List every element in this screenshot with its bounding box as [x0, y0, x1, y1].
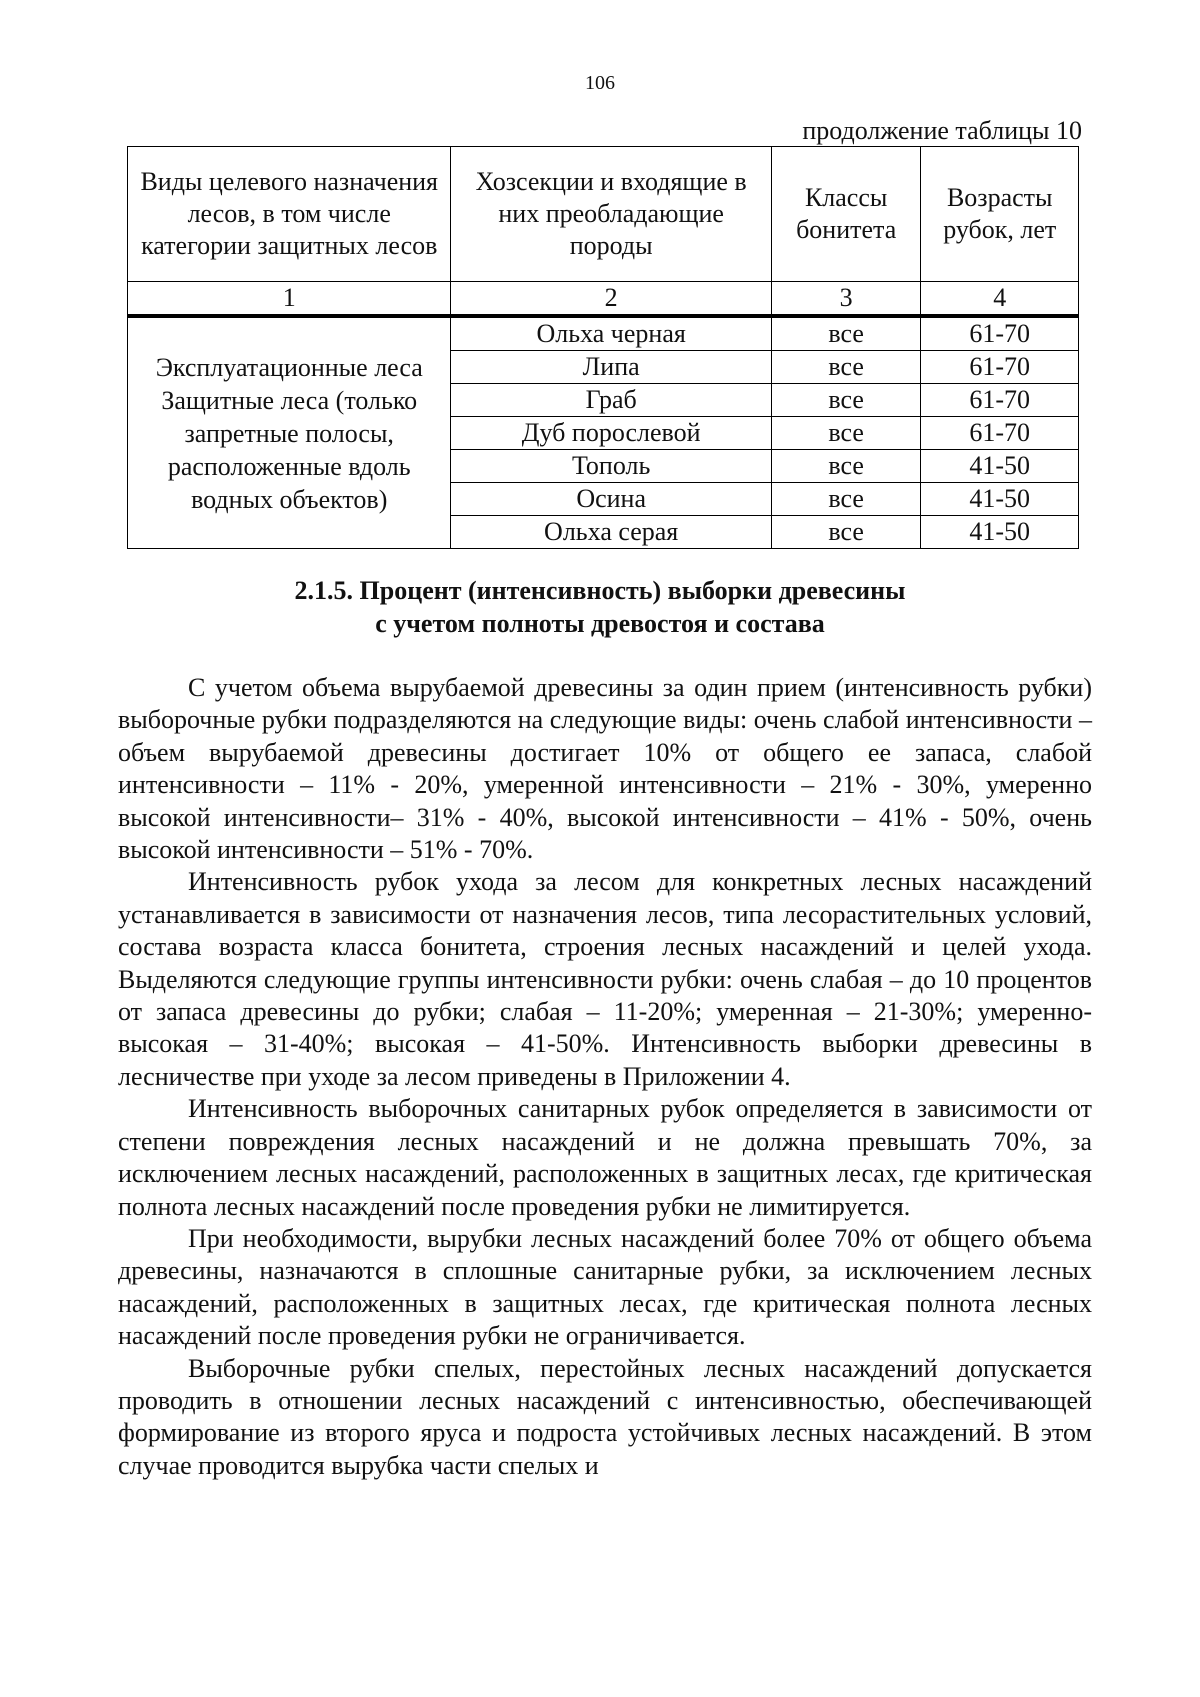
section-heading-line: с учетом полноты древостоя и состава: [375, 609, 825, 638]
age-cell: 61-70: [921, 351, 1079, 384]
body-text: [118, 672, 1092, 1482]
species-cell: Ольха черная: [451, 316, 771, 351]
header-bonitet-classes: Классы бонитета: [771, 147, 921, 282]
species-cell: Осина: [451, 483, 771, 516]
table-header-row: [128, 147, 1079, 282]
paragraph: Интенсивность выборочных санитарных рубок определяется в зависимости от степени повреждения лесных насаждений и не должна превышать 70%, за исключением лесных насаждений, расположенных в защитных лесах, где критическая полнота лесных насаждений после проведения рубки не лимитируется.: [118, 1094, 1092, 1221]
age-cell: 61-70: [921, 417, 1079, 450]
age-cell: 61-70: [921, 316, 1079, 351]
class-cell: все: [771, 417, 921, 450]
table-caption: продолжение таблицы 10: [802, 116, 1082, 145]
paragraph: С учетом объема вырубаемой древесины за один прием (интенсивность рубки) выборочные рубки подразделяются на следующие виды: очень слабой интенсивности – объем вырубаемой древесины достигает 10% от общего ее запаса, слабой интенсивности – 11% - 20%, умеренной интенсивности – 21% - 30%, умеренно высокой интенсивности– 31% - 40%, высокой интенсивности – 41% - 50%, очень высокой интенсивности – 51% - 70%.: [118, 673, 1092, 865]
paragraph: При необходимости, вырубки лесных насаждений более 70% от общего объема древесины, назначаются в сплошные санитарные рубки, за исключением лесных насаждений, расположенных в защитных лесах, где критическая полнота лесных насаждений после проведения рубки не ограничивается.: [118, 1223, 1092, 1351]
species-cell: Граб: [451, 384, 771, 417]
page-number: 106: [585, 72, 615, 94]
header-species-sections: Хозсекции и входящие в них преобладающие породы: [451, 147, 771, 282]
class-cell: все: [771, 450, 921, 483]
species-cell: Ольха серая: [451, 516, 771, 549]
column-number: 3: [771, 282, 921, 317]
section-heading-line: 2.1.5. Процент (интенсивность) выборки древесины: [294, 576, 906, 605]
column-number: 1: [128, 282, 451, 317]
class-cell: все: [771, 483, 921, 516]
header-forest-purpose: Виды целевого назначения лесов, в том числе категории защитных лесов: [128, 147, 451, 282]
species-cell: Дуб порослевой: [451, 417, 771, 450]
age-cell: 41-50: [921, 450, 1079, 483]
age-cell: 41-50: [921, 483, 1079, 516]
forest-category-cell: Эксплуатационные леса Защитные леса (только запретные полосы, расположенные вдоль водных объектов): [128, 316, 451, 549]
age-cell: 61-70: [921, 384, 1079, 417]
table-row: [128, 316, 1079, 351]
class-cell: все: [771, 351, 921, 384]
age-cell: 41-50: [921, 516, 1079, 549]
paragraph: Интенсивность рубок ухода за лесом для конкретных лесных насаждений устанавливается в зависимости от назначения лесов, типа лесорастительных условий, состава возраста класса бонитета, строения лесных насаждений и целей ухода. Выделяются следующие группы интенсивности рубки: очень слабая – до 10 процентов от запаса древесины до рубки; слабая – 11-20%; умеренная – 21-30%; умеренно-высокая – 31-40%; высокая – 41-50%. Интенсивность выборки древесины в лесничестве при уходе за лесом приведены в Приложении 4.: [118, 867, 1092, 1091]
paragraph: Выборочные рубки спелых, перестойных лесных насаждений допускается проводить в отношении лесных насаждений с интенсивностью, обеспечивающей формирование из второго яруса и подроста устойчивых лесных насаждений. В этом случае проводится вырубка части спелых и: [118, 1353, 1092, 1480]
species-cell: Липа: [451, 351, 771, 384]
cutting-age-table: [127, 146, 1079, 549]
species-cell: Тополь: [451, 450, 771, 483]
header-cutting-ages: Возрасты рубок, лет: [921, 147, 1079, 282]
class-cell: все: [771, 516, 921, 549]
class-cell: все: [771, 384, 921, 417]
class-cell: все: [771, 316, 921, 351]
column-number: 2: [451, 282, 771, 317]
section-heading: [0, 574, 1200, 640]
column-number-row: [128, 282, 1079, 317]
column-number: 4: [921, 282, 1079, 317]
